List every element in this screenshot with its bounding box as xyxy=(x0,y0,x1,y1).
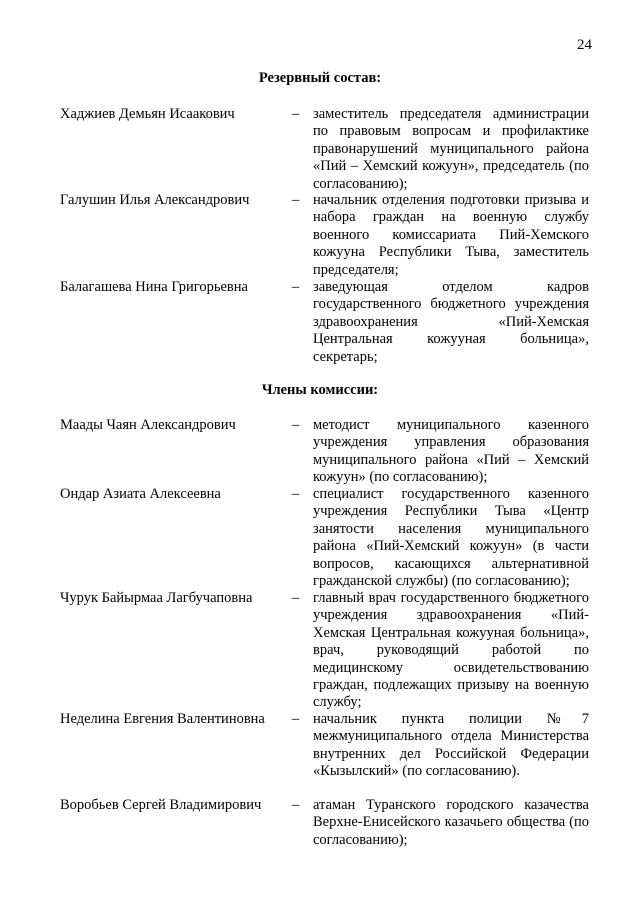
page-number: 24 xyxy=(577,37,592,53)
member-role: специалист государственного казенного учреждения Республики Тыва «Центр занятости населения муниципального района «Пий-Хемский кожуун» (в части вопросов, касающихся альтернативной гражданской службы) (по согласованию); xyxy=(313,486,589,590)
dash: – xyxy=(292,192,300,208)
member-role: главный врач государственного бюджетного учреждения здравоохранения «Пий-Хемская Центральная кожууная больница», врач, руководящий работой по медицинскому освидетельствованию граждан, подлежащих призыву на военную службу; xyxy=(313,590,589,711)
members-heading: Члены комиссии: xyxy=(261,382,379,398)
member-role: заведующая отделом кадров государственного бюджетного учреждения здравоохранения «Пий-Хемская Центральная кожууная больница», секретарь; xyxy=(313,279,589,365)
member-name: Неделина Евгения Валентиновна xyxy=(60,711,265,727)
reserve-heading: Резервный состав: xyxy=(258,70,382,86)
member-name: Балагашева Нина Григорьевна xyxy=(60,279,248,295)
dash: – xyxy=(292,417,300,433)
dash: – xyxy=(292,106,300,122)
member-name: Воробьев Сергей Владимирович xyxy=(60,797,262,813)
member-role: атаман Туранского городского казачества Верхне-Енисейского казачьего общества (по согласованию); xyxy=(313,797,589,848)
dash: – xyxy=(292,797,300,813)
dash: – xyxy=(292,590,300,606)
member-role: начальник пункта полиции №7 межмуниципального отдела Министерства внутренних дел Российской Федерации «Кызылский» (по согласованию). xyxy=(313,711,589,780)
member-role: начальник отделения подготовки призыва и набора граждан на военную службу военного комиссариата Пий-Хемского кожууна Республики Тыва, заместитель председателя; xyxy=(313,192,589,278)
member-name: Хаджиев Демьян Исаакович xyxy=(60,106,235,122)
member-name: Ондар Азиата Алексеевна xyxy=(60,486,221,502)
member-name: Чурук Байырмаа Лагбучаповна xyxy=(60,590,253,606)
member-name: Маады Чаян Александрович xyxy=(60,417,236,433)
dash: – xyxy=(292,486,300,502)
dash: – xyxy=(292,711,300,727)
member-name: Галушин Илья Александрович xyxy=(60,192,250,208)
member-role: заместитель председателя администрации по правовым вопросам и профилактике правонарушений муниципального района «Пий – Хемский кожуун», председатель (по согласованию); xyxy=(313,106,589,192)
dash: – xyxy=(292,279,300,295)
member-role: методист муниципального казенного учреждения управления образования муниципального района «Пий – Хемский кожуун» (по согласованию); xyxy=(313,417,589,486)
